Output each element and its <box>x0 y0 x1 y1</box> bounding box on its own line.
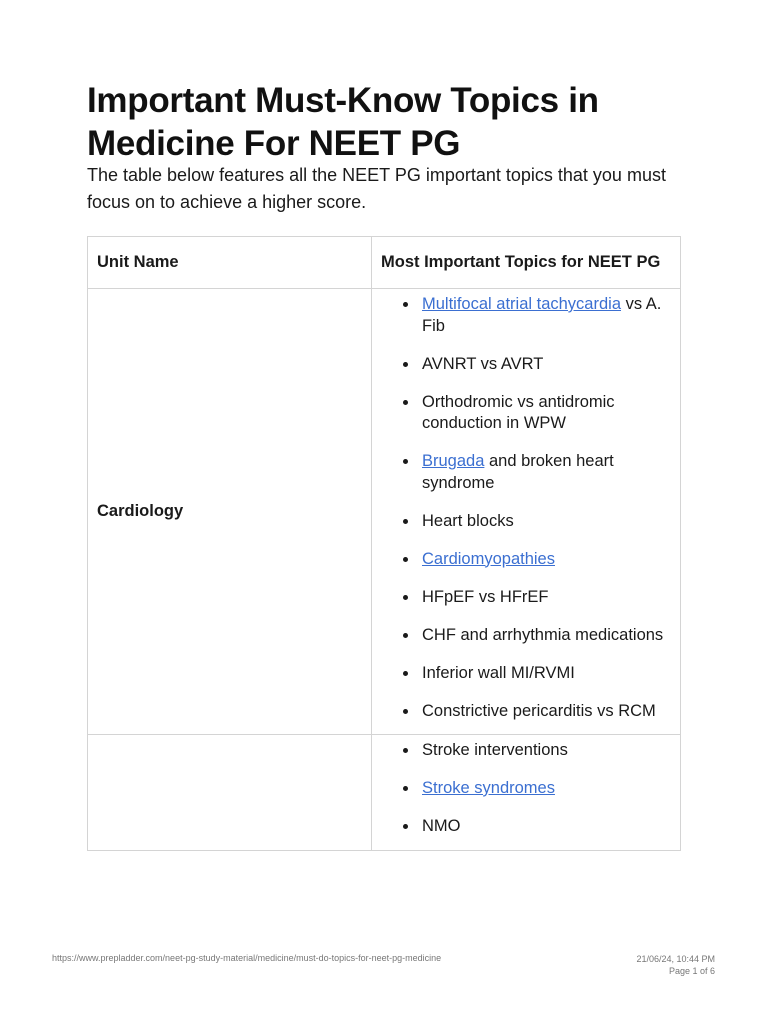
footer-meta <box>636 953 715 977</box>
list-item <box>422 511 670 533</box>
topic-list <box>382 294 670 722</box>
topic-link[interactable]: Stroke syndromes <box>422 779 555 797</box>
list-item <box>422 549 670 571</box>
topic-text: and broken heart syndrome <box>422 452 614 492</box>
list-item <box>422 294 670 337</box>
list-item <box>422 451 670 494</box>
table-row <box>88 735 681 851</box>
table-header-row <box>88 237 681 289</box>
topic-text: AVNRT vs AVRT <box>422 354 544 373</box>
topic-text: Stroke interventions <box>422 741 568 759</box>
list-item <box>422 740 670 762</box>
list-item <box>422 816 670 838</box>
unit-name-cell: Cardiology <box>88 289 372 735</box>
topic-link[interactable]: Multifocal atrial tachycardia <box>422 295 621 313</box>
topic-text: HFpEF vs HFrEF <box>422 587 549 606</box>
page-title: Important Must-Know Topics in Medicine For NEET PG <box>87 81 599 164</box>
topic-link[interactable]: Brugada <box>422 452 485 470</box>
footer-timestamp: 21/06/24, 10:44 PM <box>636 954 715 964</box>
topics-cell <box>372 735 681 851</box>
topic-text: Heart blocks <box>422 511 514 530</box>
topic-text: Constrictive pericarditis vs RCM <box>422 701 656 720</box>
topic-text: Inferior wall MI/RVMI <box>422 663 575 682</box>
list-item <box>422 625 670 647</box>
header-important-topics: Most Important Topics for NEET PG <box>372 237 681 289</box>
table-row <box>88 289 681 735</box>
list-item <box>422 392 670 435</box>
list-item <box>422 587 670 609</box>
topic-link[interactable]: Cardiomyopathies <box>422 549 555 568</box>
topic-list <box>382 740 670 838</box>
topics-cell <box>372 289 681 735</box>
footer-page-indicator: Page 1 of 6 <box>668 966 715 976</box>
topic-text: Orthodromic vs antidromic conduction in WPW <box>422 392 615 432</box>
list-item <box>422 663 670 685</box>
header-unit-name: Unit Name <box>88 237 372 289</box>
topics-table <box>87 236 681 851</box>
topic-text: vs A. Fib <box>422 295 662 335</box>
list-item <box>422 778 670 800</box>
list-item <box>422 701 670 723</box>
topic-text: NMO <box>422 817 461 835</box>
topic-text: CHF and arrhythmia medications <box>422 625 664 644</box>
unit-name-cell <box>88 735 372 851</box>
footer-url: https://www.prepladder.com/neet-pg-study-material/medicine/must-do-topics-for-neet-pg-medicine <box>52 953 442 963</box>
list-item <box>422 354 670 376</box>
intro-paragraph: The table below features all the NEET PG important topics that you must focus on to achieve a higher score. <box>87 165 666 212</box>
